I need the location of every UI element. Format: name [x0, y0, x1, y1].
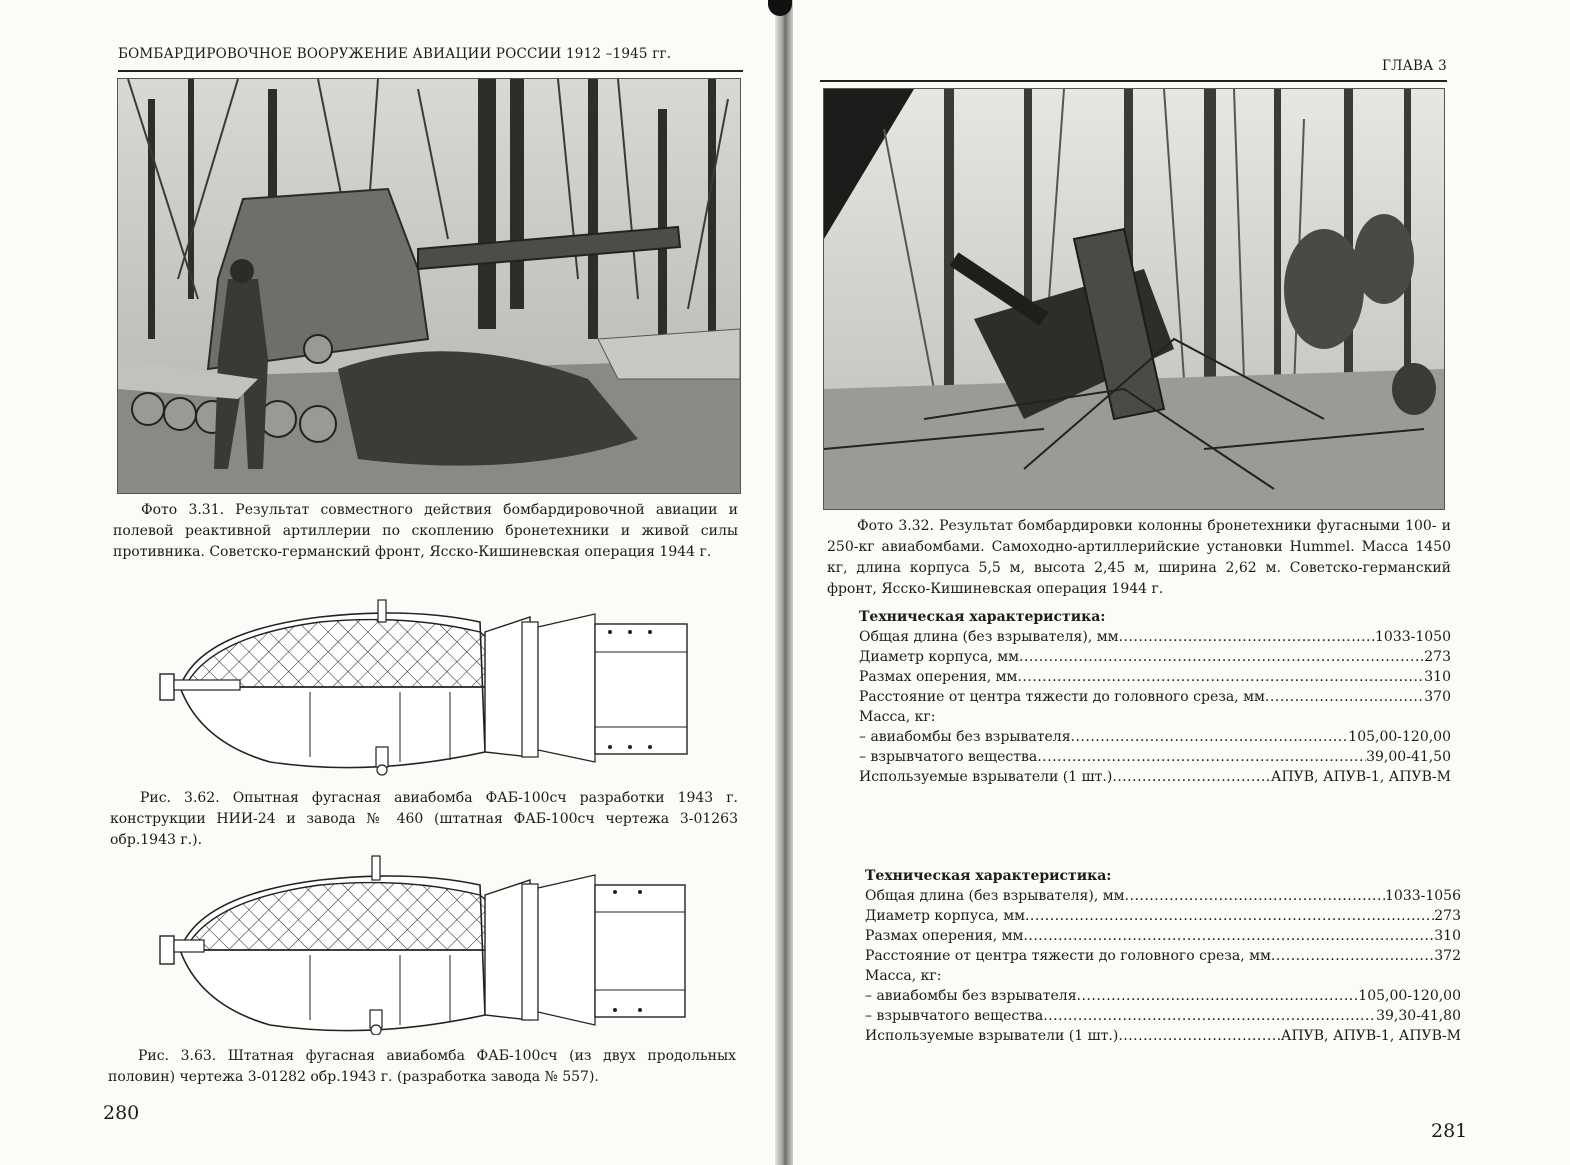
spec-row-label: Используемые взрыватели (1 шт.): [865, 1028, 1119, 1044]
leader-dots: [1017, 667, 1424, 687]
spec-row: [865, 926, 1461, 946]
figure-3-62-label: Рис. 3.62.: [140, 790, 220, 806]
leader-dots: [1125, 886, 1385, 906]
spec-row: [865, 1006, 1461, 1026]
spec-row: [859, 667, 1451, 687]
leader-dots: [1043, 1006, 1376, 1026]
spec-row-label: Используемые взрыватели (1 шт.): [859, 769, 1113, 785]
spec-row-value: 310: [1434, 928, 1461, 944]
leader-dots: [1071, 727, 1349, 747]
spec-row-value: 39,00-41,50: [1366, 749, 1451, 765]
figure-3-62-text: Опытная фугасная авиабомба ФАБ-100сч разработки 1943 г. конструкции НИИ-24 и завода № 460 (штатная ФАБ-100сч чертежа 3-01263 обр.1943 г.).: [110, 790, 738, 848]
spec-row-value: 105,00-120,00: [1348, 729, 1451, 745]
spec-row: [865, 906, 1461, 926]
leader-dots: [1118, 1026, 1281, 1046]
left-header-rule: [118, 70, 743, 72]
spec-row-label: Диаметр корпуса, мм: [859, 649, 1019, 665]
figure-3-63-label: Рис. 3.63.: [138, 1048, 217, 1064]
left-running-head: БОМБАРДИРОВОЧНОЕ ВООРУЖЕНИЕ АВИАЦИИ РОССИИ 1912 –1945 гг.: [118, 46, 672, 62]
spec-row-value: 273: [1434, 908, 1461, 924]
right-page-number: 281: [1431, 1120, 1468, 1142]
spec-row-label: – взрывчатого вещества: [865, 1008, 1044, 1024]
spec-row: [865, 946, 1461, 966]
bomb-diagram-3-63: [150, 850, 695, 1035]
spec-row: [865, 886, 1461, 906]
figure-3-63-text: Штатная фугасная авиабомба ФАБ-100сч (из двух продольных половин) чертежа 3-01282 обр.1943 г. (разработка завода № 557).: [108, 1048, 736, 1085]
bomb-diagram-3-62: [150, 592, 695, 777]
spec-row-value: 372: [1434, 948, 1461, 964]
spec-row-value: 39,30-41,80: [1376, 1008, 1461, 1024]
left-page: [0, 0, 775, 1165]
photo-3-32-text: Результат бомбардировки колонны бронетехники фугасными 100- и 250-кг авиабомбами. Самоходно-артиллерийские установки Hummel. Масса 1450 кг, длина корпуса 5,5 м, высота 2,45 м, ширина 2,62 м. Советско-германский фронт, Ясско-Кишиневская операция 1944 г.: [827, 518, 1452, 597]
spec-table-1: [859, 607, 1451, 787]
spec-row-label: Масса, кг:: [865, 968, 942, 984]
spec-row-label: – взрывчатого вещества: [859, 749, 1038, 765]
photo-3-31-caption: [113, 500, 738, 563]
leader-dots: [1271, 946, 1434, 966]
left-page-number: 280: [103, 1102, 140, 1124]
spec-row-label: Размах оперения, мм: [865, 928, 1024, 944]
leader-dots: [1023, 926, 1434, 946]
spec-row: [859, 707, 1451, 727]
photo-3-32-caption: [827, 516, 1451, 600]
leader-dots: [1119, 627, 1375, 647]
figure-3-63-caption: [108, 1046, 736, 1088]
spec-row-label: Масса, кг:: [859, 709, 936, 725]
spec-row-value: АПУВ, АПУВ-1, АПУВ-М: [1270, 769, 1451, 785]
spec-row-value: 273: [1424, 649, 1451, 665]
spec-row-label: Размах оперения, мм: [859, 669, 1018, 685]
spec-row-label: Диаметр корпуса, мм: [865, 908, 1025, 924]
photo-3-32: [823, 88, 1445, 510]
spec-row: [859, 727, 1451, 747]
spec-1-title: Техническая характеристика:: [859, 609, 1106, 625]
spec-row: [859, 747, 1451, 767]
leader-dots: [1077, 986, 1359, 1006]
spec-row-value: 310: [1424, 669, 1451, 685]
spec-row: [859, 627, 1451, 647]
spec-table-2: [865, 866, 1461, 1046]
leader-dots: [1112, 767, 1271, 787]
photo-3-31: [117, 78, 741, 494]
spec-2-title: Техническая характеристика:: [865, 868, 1112, 884]
spec-row: [865, 1026, 1461, 1046]
leader-dots: [1265, 687, 1424, 707]
leader-dots: [1037, 747, 1366, 767]
spec-row-value: АПУВ, АПУВ-1, АПУВ-М: [1280, 1028, 1461, 1044]
spec-row: [865, 986, 1461, 1006]
spec-row-label: Общая длина (без взрывателя), мм: [865, 888, 1125, 904]
spec-row-value: 1033-1056: [1385, 888, 1461, 904]
spec-row-value: 105,00-120,00: [1358, 988, 1461, 1004]
spec-row-label: – авиабомбы без взрывателя: [859, 729, 1071, 745]
book-gutter: [775, 0, 793, 1165]
right-page: [793, 0, 1570, 1165]
leader-dots: [1025, 906, 1434, 926]
leader-dots: [1019, 647, 1424, 667]
spec-row-value: 1033-1050: [1375, 629, 1451, 645]
spec-row: [859, 687, 1451, 707]
spec-row: [859, 647, 1451, 667]
photo-3-32-label: Фото 3.32.: [857, 518, 934, 534]
spec-row-label: Расстояние от центра тяжести до головного среза, мм: [865, 948, 1271, 964]
spec-row-label: Расстояние от центра тяжести до головного среза, мм: [859, 689, 1265, 705]
spec-row: [865, 966, 1461, 986]
figure-3-62-caption: [110, 788, 738, 851]
right-running-head: ГЛАВА 3: [1382, 58, 1447, 74]
spec-row-label: – авиабомбы без взрывателя: [865, 988, 1077, 1004]
spec-row-label: Общая длина (без взрывателя), мм: [859, 629, 1119, 645]
photo-3-31-text: Результат совместного действия бомбардировочной авиации и полевой реактивной артиллерии по скоплению бронетехники и живой силы противника. Советско-германский фронт, Ясско-Кишиневская операция 1944 г.: [113, 502, 739, 560]
photo-3-31-label: Фото 3.31.: [141, 502, 225, 518]
right-header-rule: [820, 80, 1447, 82]
spec-row: [859, 767, 1451, 787]
spec-row-value: 370: [1424, 689, 1451, 705]
